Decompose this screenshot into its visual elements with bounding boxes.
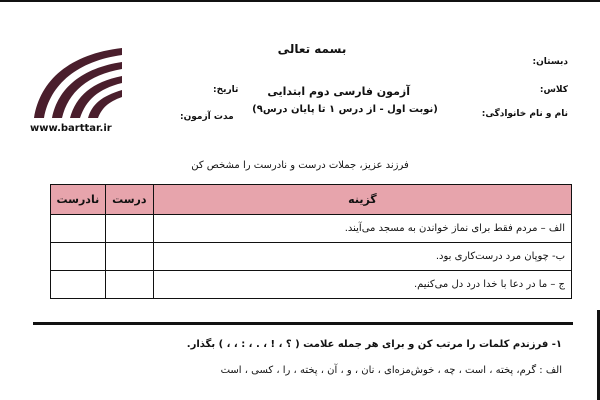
page-top-border	[0, 0, 600, 2]
section-divider	[33, 322, 573, 325]
exam-scope: (نوبت اول - از درس ۱ تا پایان درس۹)	[252, 104, 438, 115]
false-answer-cell[interactable]	[51, 243, 106, 271]
table-row	[51, 243, 572, 271]
student-name-label: نام و نام خانوادگی:	[481, 109, 568, 119]
exam-title: آزمون فارسی دوم ابتدایی	[267, 85, 410, 98]
statement-cell: ج – ما در دعا با خدا درد دل می‌کنیم.	[153, 271, 571, 299]
false-answer-cell[interactable]	[51, 271, 106, 299]
duration-label: مدت آزمون:	[180, 112, 234, 122]
column-header-option: گزینه	[153, 185, 571, 215]
true-answer-cell[interactable]	[105, 243, 153, 271]
table-row	[51, 271, 572, 299]
statement-cell: ب- چوپان مرد درست‌کاری بود.	[153, 243, 571, 271]
school-label: دبستان:	[532, 57, 568, 67]
column-header-true: درست	[105, 185, 153, 215]
table-header-row	[51, 185, 572, 215]
date-label: تاریخ:	[213, 85, 239, 95]
true-false-table	[50, 184, 572, 299]
false-answer-cell[interactable]	[51, 215, 106, 243]
true-answer-cell[interactable]	[105, 215, 153, 243]
section1-instruction: فرزند عزیز، جملات درست و نادرست را مشخص کن	[191, 160, 409, 171]
question-1-item-a: الف : گرم، پخته ، است ، چه ، خوش‌مزه‌ای ، نان ، و ، آن ، پخته ، را ، کسی ، است	[220, 365, 562, 376]
table-row	[51, 215, 572, 243]
true-answer-cell[interactable]	[105, 271, 153, 299]
column-header-false: نادرست	[51, 185, 106, 215]
question-1: ۱- فرزندم کلمات را مرتب کن و برای هر جمله علامت ( ؟ ، ! ، . ، : ، ، ) بگذار.	[186, 339, 562, 350]
basmala: بسمه تعالی	[277, 42, 347, 56]
barttar-logo	[30, 40, 125, 120]
statement-cell: الف – مردم فقط برای نماز خواندن به مسجد می‌آیند.	[153, 215, 571, 243]
class-label: کلاس:	[539, 85, 568, 95]
website-url: www.barttar.ir	[30, 123, 112, 134]
